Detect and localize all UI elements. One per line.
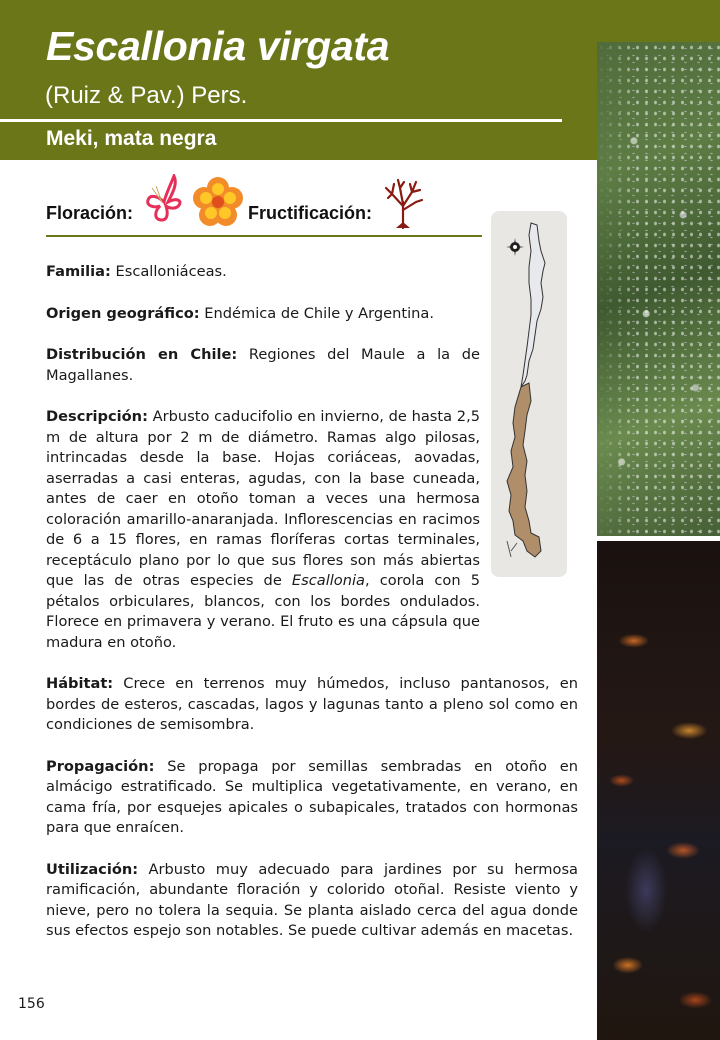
species-description: [46, 262, 578, 963]
family-value: Escalloniáceas.: [110, 263, 227, 280]
description-paragraph: [46, 407, 480, 653]
butterfly-icon: [144, 174, 190, 232]
propagation-paragraph: [46, 757, 578, 839]
common-names: Meki, mata negra: [46, 127, 217, 150]
distribution-paragraph: [46, 345, 480, 386]
phenology-divider: [46, 235, 482, 237]
description-text: Arbusto caducifolio en invierno, de hasta 2,5 m de altura por 2 m de diámetro. Ramas algo pilosas, intrincadas desde la base. Hojas coriáceas, aovadas, aserradas a casi enteras, agudas, con la base cuneada, antes de caer en otoño toman a veces una hermosa coloración amarillo-anaranjada. Inflorescencias en racimos de 6 a 15 flores, en ramas floríferas cortas terminales, receptáculo plano por lo que sus flores son más abiertas que las de otras especies de: [46, 408, 480, 589]
origin-paragraph: [46, 304, 480, 325]
bare-tree-icon: [380, 176, 426, 234]
family-paragraph: [46, 262, 480, 283]
genus-name: Escallonia: [291, 572, 365, 589]
header-divider: [0, 119, 562, 122]
photo-white-flowering-shrub: [597, 42, 720, 536]
photo-autumn-foliage: [597, 541, 720, 1040]
flower-icon: [192, 176, 244, 232]
habitat-value: Crece en terrenos muy húmedos, incluso pantanosos, en bordes de esteros, cascadas, lagos y lagunas tanto a pleno sol como en condiciones de semisombra.: [46, 675, 578, 733]
flowering-label: Floración:: [46, 203, 134, 223]
habitat-label: Hábitat:: [46, 675, 114, 692]
origin-label: Origen geográfico:: [46, 304, 200, 322]
origin-value: Endémica de Chile y Argentina.: [199, 304, 435, 322]
page-number: 156: [18, 996, 45, 1012]
author-citation: (Ruiz & Pav.) Pers.: [45, 82, 248, 109]
scientific-name: Escallonia virgata: [46, 23, 390, 69]
use-value: Arbusto muy adecuado para jardines por su hermosa ramificación, abundante floración y colorido otoñal. Resiste viento y nieve, pero no tolera la sequia. Se planta aislado cerca del agua donde sus efectos espejo son notables. Se puede cultivar además en macetas.: [46, 860, 578, 939]
phenology-row: [46, 190, 482, 240]
description-text-cont: , corola con 5 pétalos orbiculares, blancos, con los bordes ondulados. Florece en primavera y verano. El fruto es una cápsula que madura en otoño.: [46, 572, 480, 651]
propagation-label: Propagación:: [46, 757, 155, 775]
distribution-label: Distribución en Chile:: [46, 346, 238, 363]
family-label: Familia:: [46, 263, 111, 280]
use-label: Utilización:: [46, 860, 139, 878]
propagation-value: Se propaga por semillas sembradas en otoño en almácigo estratificado. Se multiplica vegetativamente, en verano, en cama fría, por esquejes apicales o subapicales, tratados con hormonas para que enraícen.: [46, 757, 578, 836]
habitat-paragraph: [46, 674, 578, 736]
description-label: Descripción:: [46, 408, 148, 425]
distribution-value: Regiones del Maule a la de Magallanes.: [46, 346, 481, 384]
fruiting-label: Fructificación:: [248, 203, 373, 223]
use-paragraph: [46, 860, 578, 942]
